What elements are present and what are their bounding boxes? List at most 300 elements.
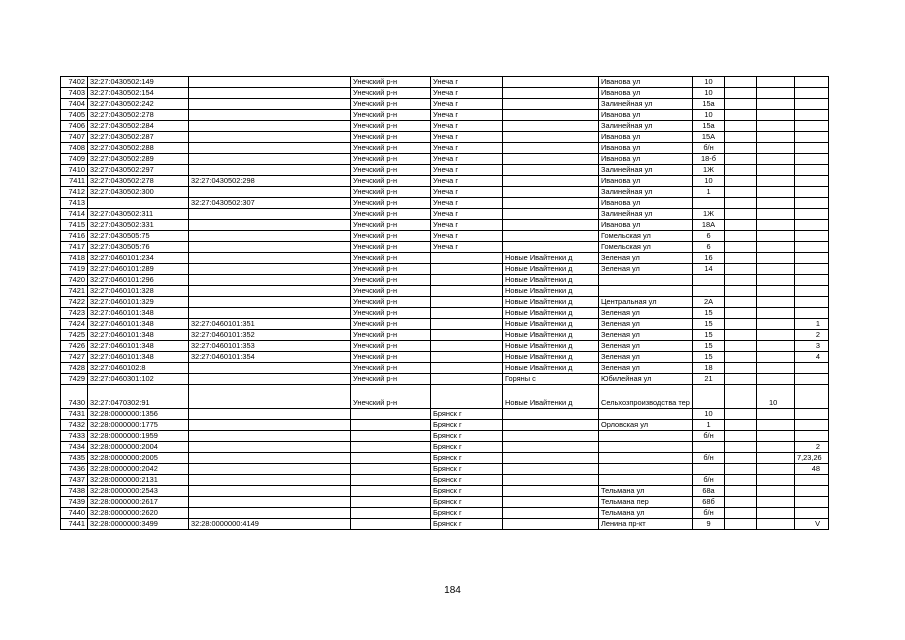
table-cell: Новые Ивайтенки д <box>503 319 599 330</box>
table-cell: 48 <box>795 464 829 475</box>
table-cell: 32:28:0000000:2617 <box>88 497 189 508</box>
table-cell <box>795 475 829 486</box>
table-cell <box>757 464 795 475</box>
table-cell <box>503 198 599 209</box>
table-cell: 7410 <box>61 165 88 176</box>
table-cell: 7439 <box>61 497 88 508</box>
table-cell <box>795 297 829 308</box>
table-cell <box>503 519 599 530</box>
table-cell: Новые Ивайтенки д <box>503 330 599 341</box>
table-cell <box>431 286 503 297</box>
table-cell: 32:27:0430502:287 <box>88 132 189 143</box>
table-cell: 32:28:0000000:2131 <box>88 475 189 486</box>
table-cell <box>351 475 431 486</box>
table-row <box>61 363 829 374</box>
table-cell <box>725 275 757 286</box>
table-cell: 7431 <box>61 409 88 420</box>
table-cell <box>725 187 757 198</box>
table-cell <box>189 431 351 442</box>
table-row <box>61 275 829 286</box>
table-cell: Унечский р-н <box>351 385 431 409</box>
table-cell <box>503 464 599 475</box>
table-cell <box>757 330 795 341</box>
table-cell <box>503 187 599 198</box>
table-cell: 32:27:0460102:8 <box>88 363 189 374</box>
table-cell: 32:27:0430502:284 <box>88 121 189 132</box>
table-cell <box>189 385 351 409</box>
table-cell <box>503 132 599 143</box>
table-cell: Унеча г <box>431 209 503 220</box>
table-cell <box>693 275 725 286</box>
table-cell: 32:27:0460101:234 <box>88 253 189 264</box>
table-cell: 7441 <box>61 519 88 530</box>
table-row <box>61 143 829 154</box>
table-cell <box>189 420 351 431</box>
table-cell <box>757 363 795 374</box>
table-row <box>61 77 829 88</box>
table-cell <box>795 420 829 431</box>
table-cell: Унеча г <box>431 99 503 110</box>
table-cell: 7430 <box>61 385 88 409</box>
table-cell <box>431 385 503 409</box>
table-cell: 7404 <box>61 99 88 110</box>
table-cell: 1 <box>693 187 725 198</box>
table-cell: 6 <box>693 231 725 242</box>
table-cell <box>795 121 829 132</box>
table-row <box>61 253 829 264</box>
table-cell <box>795 209 829 220</box>
table-cell <box>189 308 351 319</box>
table-cell <box>725 242 757 253</box>
table-cell: 32:28:0000000:2004 <box>88 442 189 453</box>
table-cell: 2 <box>795 442 829 453</box>
table-cell <box>189 253 351 264</box>
table-row <box>61 409 829 420</box>
table-cell <box>725 431 757 442</box>
table-cell <box>795 110 829 121</box>
table-cell: 7405 <box>61 110 88 121</box>
table-row <box>61 187 829 198</box>
table-cell: Унечский р-н <box>351 308 431 319</box>
table-cell <box>503 475 599 486</box>
table-cell <box>503 99 599 110</box>
table-cell: Залинейная ул <box>599 165 693 176</box>
table-cell <box>795 242 829 253</box>
table-cell: 18А <box>693 220 725 231</box>
table-cell <box>725 286 757 297</box>
table-cell: 32:27:0430505:76 <box>88 242 189 253</box>
table-cell <box>725 486 757 497</box>
table-cell <box>757 242 795 253</box>
table-cell <box>795 77 829 88</box>
table-row <box>61 110 829 121</box>
table-row <box>61 231 829 242</box>
table-cell: Унечский р-н <box>351 154 431 165</box>
table-cell: Тельмана ул <box>599 486 693 497</box>
table-cell: 15 <box>693 330 725 341</box>
table-cell <box>431 319 503 330</box>
table-cell: 32:27:0470302:91 <box>88 385 189 409</box>
table-cell <box>431 297 503 308</box>
table-row <box>61 297 829 308</box>
table-cell: 32:27:0430502:278 <box>88 110 189 121</box>
table-cell: 7416 <box>61 231 88 242</box>
table-cell <box>725 464 757 475</box>
table-cell <box>503 453 599 464</box>
table-cell: 14 <box>693 264 725 275</box>
table-cell: 32:27:0460101:348 <box>88 308 189 319</box>
table-cell <box>725 385 757 409</box>
table-cell <box>757 264 795 275</box>
table-cell <box>88 198 189 209</box>
table-cell: Унечский р-н <box>351 275 431 286</box>
table-cell <box>795 497 829 508</box>
table-cell <box>189 209 351 220</box>
table-cell <box>795 88 829 99</box>
table-cell: Тельмана пер <box>599 497 693 508</box>
table-cell: Унечский р-н <box>351 297 431 308</box>
table-cell <box>503 242 599 253</box>
table-cell <box>757 341 795 352</box>
table-cell: Унеча г <box>431 220 503 231</box>
table-cell: Иванова ул <box>599 77 693 88</box>
table-cell: 32:27:0430502:300 <box>88 187 189 198</box>
table-cell: 7433 <box>61 431 88 442</box>
table-cell: Залинейная ул <box>599 99 693 110</box>
table-cell: 7436 <box>61 464 88 475</box>
table-cell: Горяны с <box>503 374 599 385</box>
table-cell <box>795 220 829 231</box>
table-cell: Иванова ул <box>599 110 693 121</box>
table-cell <box>599 286 693 297</box>
table-cell: 32:27:0430505:75 <box>88 231 189 242</box>
table-cell <box>351 486 431 497</box>
table-cell <box>757 308 795 319</box>
table-cell <box>351 519 431 530</box>
table-row <box>61 464 829 475</box>
table-cell <box>725 508 757 519</box>
table-cell: 32:27:0460101:351 <box>189 319 351 330</box>
table-cell: Зеленая ул <box>599 253 693 264</box>
table-row <box>61 352 829 363</box>
table-cell <box>599 409 693 420</box>
table-cell: V <box>795 519 829 530</box>
table-cell <box>757 88 795 99</box>
table-cell <box>725 352 757 363</box>
table-cell: 2А <box>693 297 725 308</box>
table-cell <box>431 352 503 363</box>
table-cell: 32:27:0460101:348 <box>88 319 189 330</box>
table-cell <box>757 486 795 497</box>
table-cell: Унечский р-н <box>351 88 431 99</box>
table-cell <box>189 132 351 143</box>
table-row <box>61 497 829 508</box>
table-cell: 7427 <box>61 352 88 363</box>
table-cell <box>189 77 351 88</box>
table-cell <box>503 88 599 99</box>
table-cell: 32:27:0460101:348 <box>88 352 189 363</box>
table-cell <box>189 286 351 297</box>
table-cell: 7432 <box>61 420 88 431</box>
table-cell <box>795 264 829 275</box>
table-cell <box>189 275 351 286</box>
table-cell: 7429 <box>61 374 88 385</box>
table-cell <box>503 77 599 88</box>
table-cell: Новые Ивайтенки д <box>503 341 599 352</box>
table-cell: 10 <box>693 110 725 121</box>
table-cell: 7438 <box>61 486 88 497</box>
table-cell <box>189 409 351 420</box>
table-cell: 32:28:0000000:2005 <box>88 453 189 464</box>
table-cell <box>757 220 795 231</box>
table-cell <box>189 508 351 519</box>
table-cell <box>757 143 795 154</box>
table-cell: Брянск г <box>431 420 503 431</box>
table-cell: Брянск г <box>431 497 503 508</box>
table-cell <box>189 165 351 176</box>
table-cell: б/н <box>693 431 725 442</box>
table-cell: 3 <box>795 341 829 352</box>
table-row <box>61 286 829 297</box>
table-row <box>61 132 829 143</box>
table-cell <box>351 431 431 442</box>
table-cell: 7409 <box>61 154 88 165</box>
table-cell <box>351 508 431 519</box>
table-cell: Новые Ивайтенки д <box>503 385 599 409</box>
table-cell: 7440 <box>61 508 88 519</box>
table-cell <box>503 143 599 154</box>
table-cell: Унечский р-н <box>351 341 431 352</box>
table-cell: 7406 <box>61 121 88 132</box>
table-cell <box>693 442 725 453</box>
table-cell: Унеча г <box>431 143 503 154</box>
table-cell <box>189 154 351 165</box>
table-cell <box>503 121 599 132</box>
table-cell: Иванова ул <box>599 88 693 99</box>
table-cell: 7421 <box>61 286 88 297</box>
table-cell <box>725 519 757 530</box>
table-cell: 7425 <box>61 330 88 341</box>
table-cell: 15А <box>693 132 725 143</box>
table-cell <box>725 209 757 220</box>
table-cell: Унеча г <box>431 187 503 198</box>
table-cell: Унечский р-н <box>351 198 431 209</box>
table-cell <box>757 453 795 464</box>
table-cell: 32:27:0460101:348 <box>88 330 189 341</box>
table-cell <box>189 88 351 99</box>
table-row <box>61 486 829 497</box>
table-cell: Брянск г <box>431 486 503 497</box>
table-cell: Новые Ивайтенки д <box>503 264 599 275</box>
table-cell: 1 <box>795 319 829 330</box>
table-cell <box>757 209 795 220</box>
table-row <box>61 220 829 231</box>
table-cell: 6 <box>693 242 725 253</box>
table-cell <box>503 420 599 431</box>
table-cell: 7424 <box>61 319 88 330</box>
table-cell: б/н <box>693 475 725 486</box>
table-cell <box>795 231 829 242</box>
table-cell <box>757 132 795 143</box>
table-cell: Унечский р-н <box>351 110 431 121</box>
table-cell: Новые Ивайтенки д <box>503 297 599 308</box>
table-cell: 32:27:0460101:352 <box>189 330 351 341</box>
table-cell: 7434 <box>61 442 88 453</box>
table-cell <box>757 297 795 308</box>
table-cell <box>599 275 693 286</box>
table-cell: 32:27:0430502:288 <box>88 143 189 154</box>
table-cell <box>351 497 431 508</box>
table-cell <box>725 165 757 176</box>
table-row <box>61 242 829 253</box>
table-cell <box>189 374 351 385</box>
table-cell <box>757 275 795 286</box>
table-cell: 32:27:0430502:242 <box>88 99 189 110</box>
table-cell <box>693 385 725 409</box>
table-cell: 32:27:0430502:298 <box>189 176 351 187</box>
table-row <box>61 330 829 341</box>
table-cell <box>189 143 351 154</box>
table-cell: Унечский р-н <box>351 77 431 88</box>
table-cell <box>725 363 757 374</box>
table-cell: 7414 <box>61 209 88 220</box>
table-cell <box>795 363 829 374</box>
table-cell: Зеленая ул <box>599 363 693 374</box>
table-cell <box>431 253 503 264</box>
table-cell <box>725 409 757 420</box>
table-cell <box>503 154 599 165</box>
table-cell: 32:27:0430502:149 <box>88 77 189 88</box>
table-row <box>61 165 829 176</box>
table-cell <box>725 99 757 110</box>
table-cell <box>725 442 757 453</box>
table-cell <box>503 486 599 497</box>
table-cell <box>725 176 757 187</box>
table-cell <box>757 431 795 442</box>
table-row <box>61 508 829 519</box>
table-cell: Унечский р-н <box>351 143 431 154</box>
table-cell: Унеча г <box>431 121 503 132</box>
table-cell: Унеча г <box>431 77 503 88</box>
table-cell: Унечский р-н <box>351 319 431 330</box>
table-cell <box>503 497 599 508</box>
table-cell: 9 <box>693 519 725 530</box>
table-cell: Унеча г <box>431 231 503 242</box>
table-cell: Ленина пр-кт <box>599 519 693 530</box>
table-cell <box>431 363 503 374</box>
table-cell: Унечский р-н <box>351 242 431 253</box>
table-cell <box>503 220 599 231</box>
table-cell: Унечский р-н <box>351 374 431 385</box>
table-cell: Сельхозпроизводства тер <box>599 385 693 409</box>
table-cell: Новые Ивайтенки д <box>503 286 599 297</box>
table-cell <box>189 187 351 198</box>
table-cell: Зеленая ул <box>599 264 693 275</box>
table-cell: Унеча г <box>431 165 503 176</box>
table-cell: 32:28:0000000:1775 <box>88 420 189 431</box>
table-cell <box>757 154 795 165</box>
table-cell <box>795 508 829 519</box>
table-row <box>61 453 829 464</box>
table-cell <box>757 420 795 431</box>
table-cell <box>757 121 795 132</box>
table-cell <box>189 121 351 132</box>
table-cell <box>757 253 795 264</box>
table-cell <box>795 409 829 420</box>
table-cell: Орловская ул <box>599 420 693 431</box>
table-cell <box>795 275 829 286</box>
table-cell <box>757 110 795 121</box>
table-cell: Иванова ул <box>599 143 693 154</box>
table-cell: Унечский р-н <box>351 264 431 275</box>
table-cell <box>795 154 829 165</box>
table-cell: Брянск г <box>431 519 503 530</box>
table-cell: 7435 <box>61 453 88 464</box>
table-cell <box>189 464 351 475</box>
table-cell <box>599 464 693 475</box>
table-cell: Иванова ул <box>599 220 693 231</box>
table-cell <box>725 308 757 319</box>
table-cell: Новые Ивайтенки д <box>503 308 599 319</box>
table-cell <box>503 110 599 121</box>
table-row <box>61 198 829 209</box>
table-cell: 1 <box>693 420 725 431</box>
table-cell: Унечский р-н <box>351 176 431 187</box>
table-cell: Унечский р-н <box>351 132 431 143</box>
table-cell: 7402 <box>61 77 88 88</box>
table-cell: 10 <box>693 88 725 99</box>
table-row <box>61 176 829 187</box>
table-cell <box>503 442 599 453</box>
table-cell <box>503 231 599 242</box>
table-cell <box>795 486 829 497</box>
table-cell: Брянск г <box>431 475 503 486</box>
table-cell: Унеча г <box>431 154 503 165</box>
table-cell: 10 <box>757 385 795 409</box>
table-cell <box>503 431 599 442</box>
table-row <box>61 308 829 319</box>
table-row <box>61 121 829 132</box>
table-cell: 32:27:0460101:353 <box>189 341 351 352</box>
table-cell <box>757 497 795 508</box>
table-cell <box>795 431 829 442</box>
table-cell: 32:27:0430502:311 <box>88 209 189 220</box>
table-cell <box>725 231 757 242</box>
table-cell <box>725 497 757 508</box>
table-cell <box>757 176 795 187</box>
table-cell: 2 <box>795 330 829 341</box>
table-cell: 16 <box>693 253 725 264</box>
table-cell: 21 <box>693 374 725 385</box>
table-cell: Новые Ивайтенки д <box>503 275 599 286</box>
table-cell: 32:27:0460101:329 <box>88 297 189 308</box>
table-row <box>61 475 829 486</box>
table-cell: 7437 <box>61 475 88 486</box>
table-cell <box>795 286 829 297</box>
table-cell: 10 <box>693 409 725 420</box>
table-row <box>61 264 829 275</box>
table-cell: 7418 <box>61 253 88 264</box>
table-cell <box>693 286 725 297</box>
table-row <box>61 374 829 385</box>
page-number: 184 <box>444 585 461 596</box>
table-cell <box>189 297 351 308</box>
table-cell <box>757 165 795 176</box>
table-cell <box>189 231 351 242</box>
table-cell: Унечский р-н <box>351 121 431 132</box>
table-cell <box>757 352 795 363</box>
table-cell: 7417 <box>61 242 88 253</box>
